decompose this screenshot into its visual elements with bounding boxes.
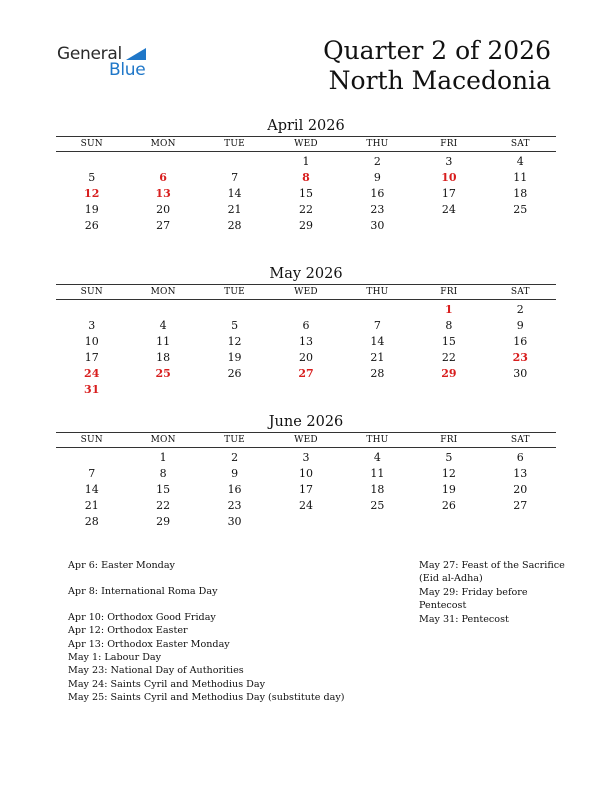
- page-title: [323, 36, 551, 96]
- holiday-entry: Apr 6: Easter Monday: [68, 560, 175, 571]
- day-grid: [56, 302, 556, 398]
- day-cell: 4: [159, 319, 167, 332]
- day-grid: [56, 450, 556, 530]
- weekday-label: SUN: [80, 435, 103, 445]
- day-cell: 16: [370, 187, 385, 200]
- holiday-entry: May 27: Feast of the Sacrifice: [419, 560, 565, 571]
- weekday-label: WED: [294, 287, 318, 297]
- day-cell: 2: [516, 303, 524, 316]
- day-cell: 18: [156, 351, 171, 364]
- day-cell: 12: [227, 335, 242, 348]
- day-cell: 20: [513, 483, 528, 496]
- holiday-entry: Apr 8: International Roma Day: [68, 585, 218, 597]
- month-title: April 2026: [267, 118, 345, 134]
- holiday-entry: May 1: Labour Day: [68, 652, 162, 664]
- day-cell: 7: [88, 467, 96, 480]
- weekday-label: MON: [150, 435, 176, 445]
- title-quarter: Quarter 2 of 2026: [323, 36, 551, 65]
- day-cell: 22: [441, 351, 456, 364]
- weekday-label: THU: [366, 435, 389, 445]
- day-cell: 25: [513, 203, 528, 216]
- day-cell: 8: [159, 467, 167, 480]
- holiday-entry: May 25: Saints Cyril and Methodius Day (substitute day): [68, 692, 345, 704]
- day-cell: 5: [231, 319, 239, 332]
- day-cell: 27: [513, 499, 528, 512]
- day-cell: 17: [298, 483, 313, 496]
- empty-day-cell: [127, 302, 198, 318]
- weekday-label: SUN: [80, 139, 103, 149]
- weekday-header: [56, 137, 556, 151]
- weekday-label: FRI: [440, 287, 458, 297]
- holiday-entry: May 31: Pentecost: [419, 613, 509, 625]
- day-cell: 9: [373, 171, 381, 184]
- day-cell: 11: [370, 467, 385, 480]
- holiday-day-cell: 10: [441, 171, 457, 184]
- day-cell: 18: [370, 483, 385, 496]
- day-cell: 16: [513, 335, 528, 348]
- weekday-label: SAT: [510, 287, 530, 297]
- month-title: May 2026: [269, 266, 343, 282]
- day-cell: 11: [513, 171, 528, 184]
- day-cell: 24: [441, 203, 456, 216]
- divider: [56, 299, 556, 300]
- weekday-label: SAT: [510, 139, 530, 149]
- weekday-label: WED: [294, 139, 318, 149]
- day-cell: 9: [516, 319, 524, 332]
- day-cell: 3: [88, 319, 96, 332]
- day-cell: 10: [84, 335, 99, 348]
- weekday-header: [56, 433, 556, 447]
- day-cell: 5: [445, 451, 453, 464]
- weekday-label: FRI: [440, 435, 458, 445]
- day-cell: 21: [84, 499, 99, 512]
- weekday-label: SUN: [80, 287, 103, 297]
- day-cell: 17: [441, 187, 456, 200]
- day-cell: 26: [227, 367, 242, 380]
- day-cell: 30: [227, 515, 242, 528]
- holiday-entry: Apr 13: Orthodox Easter Monday: [68, 638, 230, 650]
- day-cell: 9: [231, 467, 239, 480]
- holiday-day-cell: 1: [445, 303, 453, 316]
- weekday-label: THU: [366, 139, 389, 149]
- empty-day-cell: [127, 154, 198, 170]
- holiday-day-cell: 31: [84, 383, 100, 396]
- holiday-list-left: [68, 559, 345, 705]
- weekday-label: SAT: [510, 435, 530, 445]
- holiday-day-cell: 25: [155, 367, 171, 380]
- weekday-label: WED: [294, 435, 318, 445]
- holiday-entry: Apr 12: Orthodox Easter: [68, 625, 188, 637]
- day-cell: 4: [516, 155, 524, 168]
- holiday-day-cell: 29: [441, 367, 457, 380]
- day-cell: 22: [298, 203, 313, 216]
- month-april: [56, 116, 556, 234]
- weekday-label: TUE: [224, 435, 245, 445]
- day-cell: 5: [88, 171, 96, 184]
- holiday-day-cell: 23: [512, 351, 528, 364]
- day-cell: 13: [513, 467, 528, 480]
- day-cell: 12: [441, 467, 456, 480]
- day-cell: 13: [298, 335, 313, 348]
- month-may: [56, 264, 556, 398]
- day-cell: 2: [231, 451, 239, 464]
- holiday-entry: May 29: Friday before: [419, 586, 528, 598]
- empty-day-cell: [270, 302, 341, 318]
- divider: [56, 447, 556, 448]
- day-cell: 4: [373, 451, 381, 464]
- day-cell: 19: [441, 483, 456, 496]
- empty-day-cell: [199, 154, 270, 170]
- holiday-entry: Apr 10: Orthodox Good Friday: [68, 611, 216, 623]
- holiday-entry: Pentecost: [419, 600, 467, 612]
- day-cell: 19: [227, 351, 242, 364]
- weekday-label: FRI: [440, 139, 458, 149]
- day-cell: 21: [370, 351, 385, 364]
- day-cell: 18: [513, 187, 528, 200]
- holiday-list-right: [419, 559, 565, 626]
- day-cell: 19: [84, 203, 99, 216]
- day-cell: 15: [441, 335, 456, 348]
- holiday-day-cell: 27: [298, 367, 314, 380]
- day-cell: 16: [227, 483, 242, 496]
- day-cell: 29: [156, 515, 171, 528]
- day-cell: 10: [298, 467, 313, 480]
- day-cell: 23: [227, 499, 242, 512]
- divider: [56, 151, 556, 152]
- day-cell: 24: [298, 499, 313, 512]
- day-cell: 21: [227, 203, 242, 216]
- day-cell: 14: [227, 187, 242, 200]
- weekday-label: THU: [366, 287, 389, 297]
- day-cell: 30: [370, 219, 385, 232]
- logo-triangle-icon: [126, 48, 146, 60]
- day-cell: 28: [84, 515, 99, 528]
- day-cell: 28: [370, 367, 385, 380]
- day-cell: 1: [302, 155, 310, 168]
- month-title: June 2026: [268, 414, 344, 430]
- day-cell: 29: [298, 219, 313, 232]
- empty-day-cell: [56, 450, 127, 466]
- holiday-day-cell: 6: [159, 171, 167, 184]
- day-cell: 23: [370, 203, 385, 216]
- empty-day-cell: [342, 302, 413, 318]
- day-cell: 3: [445, 155, 453, 168]
- day-cell: 7: [231, 171, 239, 184]
- holiday-entry: May 23: National Day of Authorities: [68, 665, 244, 677]
- weekday-label: TUE: [224, 139, 245, 149]
- day-cell: 15: [298, 187, 313, 200]
- title-country: North Macedonia: [328, 66, 551, 95]
- empty-day-cell: [56, 154, 127, 170]
- logo-blue-text: Blue: [109, 60, 146, 80]
- weekday-label: TUE: [224, 287, 245, 297]
- day-cell: 15: [156, 483, 171, 496]
- holiday-day-cell: 13: [155, 187, 171, 200]
- empty-day-cell: [199, 302, 270, 318]
- generalblue-logo: [57, 44, 157, 84]
- day-cell: 3: [302, 451, 310, 464]
- weekday-header: [56, 285, 556, 299]
- day-grid: [56, 154, 556, 234]
- day-cell: 26: [84, 219, 99, 232]
- day-cell: 30: [513, 367, 528, 380]
- day-cell: 28: [227, 219, 242, 232]
- holiday-entry: May 24: Saints Cyril and Methodius Day: [68, 678, 265, 690]
- holiday-day-cell: 12: [84, 187, 100, 200]
- day-cell: 11: [156, 335, 171, 348]
- day-cell: 8: [445, 319, 453, 332]
- day-cell: 2: [373, 155, 381, 168]
- day-cell: 20: [298, 351, 313, 364]
- weekday-label: MON: [150, 139, 176, 149]
- day-cell: 17: [84, 351, 99, 364]
- holiday-day-cell: 24: [84, 367, 100, 380]
- spacer: [68, 572, 345, 585]
- logo-general-text: General: [57, 44, 122, 64]
- day-cell: 26: [441, 499, 456, 512]
- day-cell: 6: [516, 451, 524, 464]
- day-cell: 14: [84, 483, 99, 496]
- day-cell: 14: [370, 335, 385, 348]
- day-cell: 25: [370, 499, 385, 512]
- day-cell: 1: [159, 451, 167, 464]
- holiday-day-cell: 8: [302, 171, 310, 184]
- month-june: [56, 412, 556, 530]
- empty-day-cell: [56, 302, 127, 318]
- weekday-label: MON: [150, 287, 176, 297]
- day-cell: 7: [373, 319, 381, 332]
- day-cell: 20: [156, 203, 171, 216]
- holiday-entry: (Eid al-Adha): [419, 573, 483, 585]
- day-cell: 27: [156, 219, 171, 232]
- spacer: [68, 598, 345, 611]
- day-cell: 22: [156, 499, 171, 512]
- day-cell: 6: [302, 319, 310, 332]
